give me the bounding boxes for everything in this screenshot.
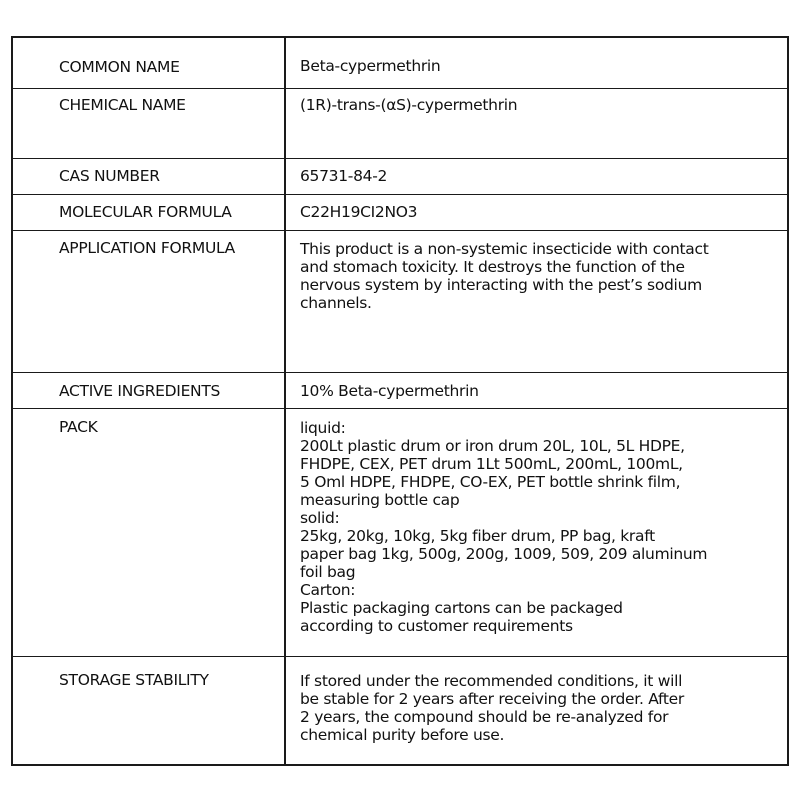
row-label: COMMON NAME xyxy=(59,58,180,76)
table-row-cas-number xyxy=(13,158,787,194)
row-label: CAS NUMBER xyxy=(59,167,160,185)
table-row-storage-stability xyxy=(13,656,787,764)
row-label: APPLICATION FORMULA xyxy=(59,239,235,257)
spec-table xyxy=(11,36,789,766)
row-value: If stored under the recommended conditions, it will be stable for 2 years after receiving the order. After 2 years, the compound should be re-analyzed for chemical purity before use. xyxy=(300,672,684,744)
row-value: (1R)-trans-(αS)-cypermethrin xyxy=(300,96,518,114)
row-value: liquid: 200Lt plastic drum or iron drum 20L, 10L, 5L HDPE, FHDPE, CEX, PET drum 1Lt 500mL, 200mL, 100mL, 5 Oml HDPE, FHDPE, CO-EX, PET bottle shrink film, measuring bottle cap solid: 25kg, 20kg, 10kg, 5kg fiber drum, PP bag, kraft paper bag 1kg, 500g, 200g, 1009, 509, 209 aluminum foil bag Carton: Plastic packaging cartons can be packaged according to customer requirements xyxy=(300,419,708,635)
table-row-application-formula xyxy=(13,230,787,372)
row-label: CHEMICAL NAME xyxy=(59,96,186,114)
row-value: 65731-84-2 xyxy=(300,167,388,185)
table-row-chemical-name xyxy=(13,88,787,158)
table-row-molecular-formula xyxy=(13,194,787,230)
table-row-pack xyxy=(13,408,787,656)
row-value: 10% Beta-cypermethrin xyxy=(300,382,479,400)
row-label: STORAGE STABILITY xyxy=(59,671,209,689)
row-value: This product is a non-systemic insecticide with contact and stomach toxicity. It destroys the function of the nervous system by interacting with the pest’s sodium channels. xyxy=(300,240,709,312)
row-value: Beta-cypermethrin xyxy=(300,57,441,75)
table-row-active-ingredients xyxy=(13,372,787,408)
row-label: PACK xyxy=(59,418,98,436)
row-value: C22H19CI2NO3 xyxy=(300,203,418,221)
row-label: ACTIVE INGREDIENTS xyxy=(59,382,221,400)
row-label: MOLECULAR FORMULA xyxy=(59,203,232,221)
table-row-common-name xyxy=(13,38,787,88)
